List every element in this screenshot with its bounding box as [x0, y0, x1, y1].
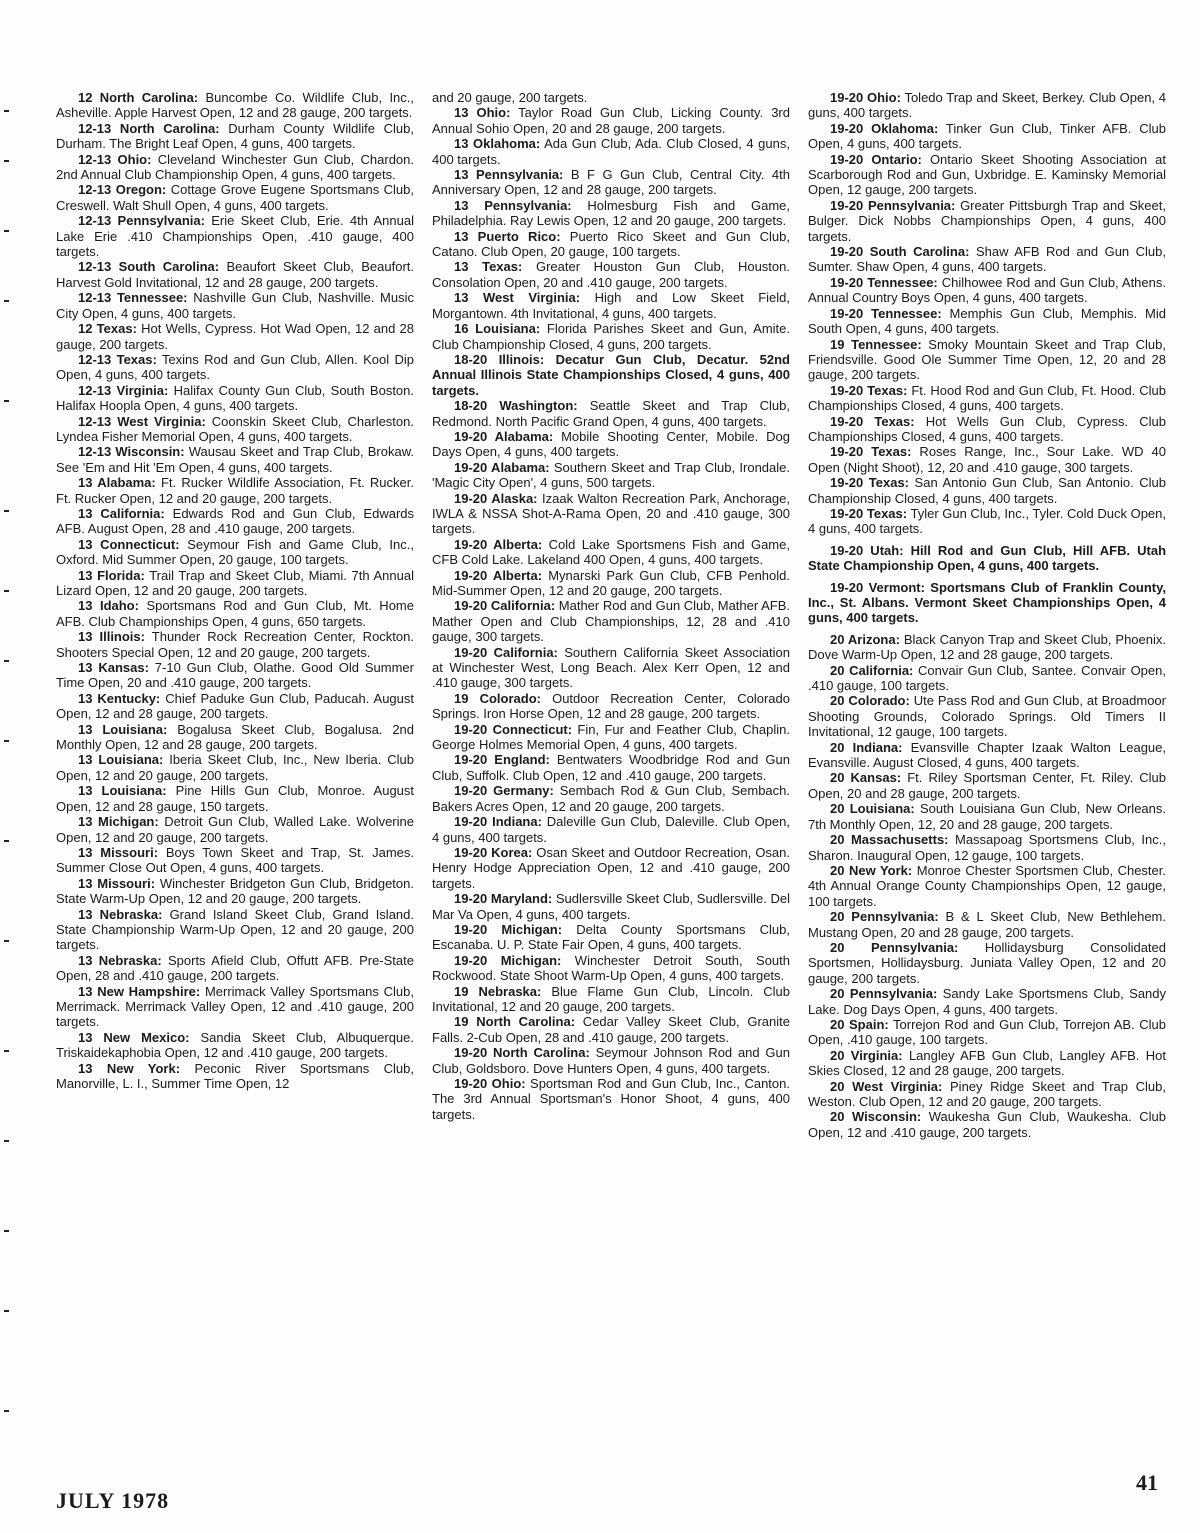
- event-entry: [56, 506, 414, 537]
- event-date-location: 19-20 Texas:: [830, 413, 915, 429]
- event-entry: [56, 660, 414, 691]
- event-details: Tyler Gun Club, Inc., Tyler. Cold Duck Open, 4 guns, 400 targets.: [808, 505, 1166, 537]
- event-date-location: 20 Indiana:: [830, 739, 903, 755]
- event-date-location: 13 Missouri:: [78, 844, 159, 860]
- event-details: Ada Gun Club, Ada. Club Closed, 4 guns, 400 targets.: [432, 136, 790, 167]
- margin-mark: [4, 1230, 9, 1232]
- event-entry: [56, 783, 414, 814]
- event-details: Wausau Skeet and Trap Club, Brokaw. See 'Em and Hit 'Em Open, 4 guns, 400 targets.: [56, 444, 414, 475]
- event-details: Evansville Chapter Izaak Walton League, Evansville. August Closed, 4 guns, 400 targets.: [808, 739, 1166, 771]
- event-date-location: 19-20 Texas:: [830, 475, 910, 491]
- event-date-location: 19-20 Oklahoma:: [830, 120, 939, 136]
- event-entry: [432, 752, 790, 783]
- event-date-location: 19-20 Pennsylvania:: [830, 197, 956, 213]
- margin-mark: [4, 230, 9, 232]
- event-details: Mobile Shooting Center, Mobile. Dog Days Open, 4 guns, 400 targets.: [432, 428, 790, 460]
- event-entry: [432, 321, 790, 352]
- event-date-location: 20 Virginia:: [830, 1047, 903, 1063]
- event-details: Beaufort Skeet Club, Beaufort. Harvest Gold Invitational, 12 and 28 gauge, 200 targets.: [56, 259, 414, 290]
- event-details: Piney Ridge Skeet and Trap Club, Weston. Club Open, 12 and 20 gauge, 200 targets.: [808, 1078, 1166, 1109]
- event-entry: [56, 152, 414, 183]
- event-entry: [808, 693, 1166, 739]
- event-details: Sports Afield Club, Offutt AFB. Pre-State Open, 28 and .410 gauge, 200 targets.: [56, 952, 414, 984]
- event-date-location: 13 Alabama:: [78, 475, 156, 491]
- event-date-location: 19-20 North Carolina:: [454, 1045, 590, 1061]
- event-details: Torrejon Rod and Gun Club, Torrejon AB. Club Open, .410 gauge, 100 targets.: [808, 1016, 1166, 1048]
- event-details: Black Canyon Trap and Skeet Club, Phoenix. Dove Warm-Up Open, 12 and 28 gauge, 200 targets.: [808, 631, 1166, 663]
- margin-mark: [4, 110, 9, 112]
- event-entry: [808, 383, 1166, 414]
- event-entry: [432, 598, 790, 644]
- event-date-location: 13 Louisiana:: [78, 721, 168, 737]
- event-entry: [432, 429, 790, 460]
- event-entry: [432, 845, 790, 891]
- event-entry: [56, 383, 414, 414]
- event-details: B F G Gun Club, Central City. 4th Anniversary Open, 12 and 28 gauge, 200 targets.: [432, 167, 790, 198]
- event-date-location: 19-20 Tennessee:: [830, 274, 938, 290]
- event-date-location: 13 Texas:: [454, 259, 523, 275]
- event-entry: [56, 752, 414, 783]
- event-entry: [432, 722, 790, 753]
- event-date-location: 12-13 South Carolina:: [78, 259, 220, 275]
- event-date-location: 19-20 Ontario:: [830, 151, 922, 167]
- event-date-location: 20 Massachusetts:: [830, 832, 949, 848]
- event-date-location: 19 Colorado:: [454, 690, 541, 706]
- event-details: Cleveland Winchester Gun Club, Chardon. 2nd Annual Club Championship Open, 4 guns, 400 targets.: [56, 151, 414, 183]
- event-details: Peconic River Sportsmans Club, Manorville, L. I., Summer Time Open, 12: [56, 1060, 414, 1091]
- event-details: Hill Rod and Gun Club, Hill AFB. Utah State Championship Open, 4 guns, 400 targets.: [808, 542, 1166, 574]
- event-date-location: 19 North Carolina:: [454, 1014, 576, 1030]
- event-entry: [56, 290, 414, 321]
- event-entry: [432, 259, 790, 290]
- event-details: Seattle Skeet and Trap Club, Redmond. North Pacific Grand Open, 4 guns, 400 targets.: [432, 398, 790, 429]
- event-date-location: 12-13 Ohio:: [78, 151, 152, 167]
- event-date-location: 20 Arizona:: [830, 631, 900, 647]
- event-details: South Louisiana Gun Club, New Orleans. 7th Monthly Open, 12, 20 and 28 gauge, 200 targets.: [808, 801, 1166, 832]
- margin-mark: [4, 160, 9, 162]
- event-details: Shaw AFB Rod and Gun Club, Sumter. Shaw Open, 4 guns, 400 targets.: [808, 244, 1166, 275]
- event-details: Seymour Johnson Rod and Gun Club, Goldsboro. Dove Hunters Open, 4 guns, 400 targets.: [432, 1045, 790, 1076]
- event-date-location: 18-20 Illinois:: [454, 351, 545, 367]
- event-details: Ontario Skeet Shooting Association at Scarborough Rod and Gun, Uxbridge. E. Kaminsky Memorial Open, 12 gauge, 200 targets.: [808, 151, 1166, 198]
- event-details: Outdoor Recreation Center, Colorado Springs. Iron Horse Open, 12 and 28 gauge, 200 targets.: [432, 690, 790, 722]
- event-details: Nashville Gun Club, Nashville. Music City Open, 4 guns, 400 targets.: [56, 290, 414, 321]
- event-entry: [56, 876, 414, 907]
- event-details: Massapoag Sportsmens Club, Inc., Sharon. Inaugural Open, 12 gauge, 100 targets.: [808, 832, 1166, 863]
- event-details: Tinker Gun Club, Tinker AFB. Club Open, 4 guns, 400 targets.: [808, 120, 1166, 152]
- event-details: Blue Flame Gun Club, Lincoln. Club Invitational, 12 and 20 gauge, 200 targets.: [432, 983, 790, 1014]
- event-entry: [56, 691, 414, 722]
- event-date-location: 20 California:: [830, 662, 914, 678]
- margin-binding-marks: [0, 100, 14, 1450]
- event-entry: [808, 832, 1166, 863]
- event-details: Boys Town Skeet and Trap, St. James. Summer Close Out Open, 4 guns, 400 targets.: [56, 844, 414, 876]
- event-date-location: 19-20 Tennessee:: [830, 305, 942, 321]
- event-details: Merrimack Valley Sportsmans Club, Merrimack. Merrimack Valley Open, 12 and .410 gauge, 200 targets.: [56, 983, 414, 1030]
- event-details: Pine Hills Gun Club, Monroe. August Open, 12 and 28 gauge, 150 targets.: [56, 783, 414, 814]
- event-date-location: 20 Spain:: [830, 1016, 889, 1032]
- event-date-location: 13 New York:: [78, 1060, 181, 1076]
- event-entry: [56, 537, 414, 568]
- event-date-location: 19-20 Alabama:: [454, 459, 550, 475]
- event-date-location: 19-20 California:: [454, 644, 558, 660]
- event-date-location: 13 Pennsylvania:: [454, 167, 564, 183]
- event-entry: [56, 321, 414, 352]
- event-date-location: 19-20 Maryland:: [454, 891, 553, 907]
- event-entry: [56, 475, 414, 506]
- event-entry: [808, 1109, 1166, 1140]
- event-entry: [432, 167, 790, 198]
- event-entry: [432, 783, 790, 814]
- event-details: Ft. Rucker Wildlife Association, Ft. Rucker. Ft. Rucker Open, 12 and 20 gauge, 200 targets.: [56, 475, 414, 506]
- event-details: Trail Trap and Skeet Club, Miami. 7th Annual Lizard Open, 12 and 20 gauge, 200 targets.: [56, 567, 414, 598]
- event-date-location: 13 Louisiana:: [78, 752, 164, 768]
- event-entry: [808, 337, 1166, 383]
- event-entry: [432, 198, 790, 229]
- event-details: Langley AFB Gun Club, Langley AFB. Hot Skies Closed, 12 and 28 gauge, 200 targets.: [808, 1047, 1166, 1079]
- event-entry: [432, 460, 790, 491]
- event-details: Chilhowee Rod and Gun Club, Athens. Annual Country Boys Open, 4 guns, 400 targets.: [808, 274, 1166, 306]
- margin-mark: [4, 740, 9, 742]
- event-details: Taylor Road Gun Club, Licking County. 3rd Annual Sohio Open, 20 and 28 gauge, 200 targets.: [432, 105, 790, 136]
- event-entry: [808, 306, 1166, 337]
- event-date-location: 12-13 Oregon:: [78, 182, 167, 198]
- event-details: Coonskin Skeet Club, Charleston. Lyndea Fisher Memorial Open, 4 guns, 400 targets.: [56, 413, 414, 444]
- event-entry: [432, 537, 790, 568]
- margin-mark: [4, 1050, 9, 1052]
- column-1: [56, 90, 414, 1470]
- event-entry: [432, 891, 790, 922]
- event-details: Memphis Gun Club, Memphis. Mid South Open, 4 guns, 400 targets.: [808, 305, 1166, 337]
- event-date-location: 13 Oklahoma:: [454, 136, 541, 152]
- event-date-location: 19-20 Michigan:: [454, 952, 562, 968]
- event-date-location: 12-13 West Virginia:: [78, 413, 206, 429]
- event-entry: [56, 259, 414, 290]
- event-entry: [808, 1048, 1166, 1079]
- event-date-location: 13 Idaho:: [78, 598, 139, 614]
- event-date-location: 13 Kentucky:: [78, 690, 161, 706]
- event-entry: [432, 352, 790, 398]
- event-entry: [808, 940, 1166, 986]
- event-details: Erie Skeet Club, Erie. 4th Annual Lake Erie .410 Championships Open, .410 gauge, 400 targets.: [56, 213, 414, 260]
- event-entry: [432, 136, 790, 167]
- margin-mark: [4, 400, 9, 402]
- event-entry: [808, 543, 1166, 574]
- event-details: Bentwaters Woodbridge Rod and Gun Club, Suffolk. Club Open, 12 and .410 gauge, 200 targets.: [432, 752, 790, 783]
- event-date-location: 19 Nebraska:: [454, 983, 542, 999]
- event-details: Halifax County Gun Club, South Boston. Halifax Hoopla Open, 4 guns, 400 targets.: [56, 382, 414, 414]
- event-details: Sportsmans Club of Franklin County, Inc., St. Albans. Vermont Skeet Championships Open, 4 guns, 400 targets.: [808, 579, 1166, 626]
- event-details: Iberia Skeet Club, Inc., New Iberia. Club Open, 12 and 20 gauge, 200 targets.: [56, 752, 414, 783]
- event-entry: [808, 632, 1166, 663]
- event-details: Winchester Bridgeton Gun Club, Bridgeton. State Warm-Up Open, 12 and 20 gauge, 200 targets.: [56, 875, 414, 907]
- event-entry: [808, 909, 1166, 940]
- event-entry: [432, 290, 790, 321]
- event-date-location: 19-20 South Carolina:: [830, 244, 970, 260]
- event-date-location: 13 Nebraska:: [78, 952, 162, 968]
- event-details: Winchester Detroit South, South Rockwood. State Shoot Warm-Up Open, 4 guns, 400 targets.: [432, 952, 790, 984]
- event-date-location: 13 Pennsylvania:: [454, 197, 572, 213]
- event-details: Izaak Walton Recreation Park, Anchorage, IWLA & NSSA Shot-A-Rama Open, 20 and .410 gauge, 300 targets.: [432, 490, 790, 537]
- event-details: Waukesha Gun Club, Waukesha. Club Open, 12 and .410 gauge, 200 targets.: [808, 1109, 1166, 1140]
- event-date-location: 19-20 Vermont:: [830, 579, 925, 595]
- event-entry: [432, 814, 790, 845]
- event-entry: [432, 645, 790, 691]
- event-date-location: 12-13 Tennessee:: [78, 290, 188, 306]
- event-date-location: 12-13 Wisconsin:: [78, 444, 185, 460]
- event-details: Hot Wells Gun Club, Cypress. Club Championships Closed, 4 guns, 400 targets.: [808, 413, 1166, 444]
- event-date-location: 13 New Hampshire:: [78, 983, 201, 999]
- event-entry: [808, 663, 1166, 694]
- event-details: Convair Gun Club, Santee. Convair Open, .410 gauge, 100 targets.: [808, 662, 1166, 694]
- event-entry: [56, 1061, 414, 1092]
- event-date-location: 19-20 Alberta:: [454, 567, 543, 583]
- event-details: and 20 gauge, 200 targets.: [432, 90, 588, 105]
- event-entry: [808, 414, 1166, 445]
- event-details: Smoky Mountain Skeet and Trap Club, Friendsville. Good Ole Summer Time Open, 12, 20 and 28 gauge, 200 targets.: [808, 336, 1166, 383]
- event-details: Mather Rod and Gun Club, Mather AFB. Mather Open and Club Championships, 12, 28 and .410 gauge, 300 targets.: [432, 598, 790, 645]
- margin-mark: [4, 300, 9, 302]
- margin-mark: [4, 840, 9, 842]
- event-date-location: 19-20 Texas:: [830, 444, 912, 460]
- event-date-location: 18-20 Washington:: [454, 398, 578, 414]
- page-number: 41: [1136, 1470, 1158, 1495]
- event-entry: [56, 629, 414, 660]
- event-date-location: 19-20 Alaska:: [454, 490, 538, 506]
- event-listings: [56, 90, 1168, 1470]
- event-details: Osan Skeet and Outdoor Recreation, Osan. Henry Hodge Appreciation Open, 12 and .410 gauge, 200 targets.: [432, 844, 790, 891]
- event-entry: [56, 845, 414, 876]
- event-entry: [56, 984, 414, 1030]
- event-date-location: 19-20 Ohio:: [830, 90, 901, 105]
- event-details: Edwards Rod and Gun Club, Edwards AFB. August Open, 28 and .410 gauge, 200 targets.: [56, 505, 414, 537]
- event-entry: [56, 568, 414, 599]
- event-entry: [808, 801, 1166, 832]
- event-details: Greater Houston Gun Club, Houston. Consolation Open, 20 and .410 gauge, 200 targets.: [432, 259, 790, 290]
- event-entry: [432, 90, 790, 105]
- event-entry: [808, 580, 1166, 626]
- event-details: Delta County Sportsmans Club, Escanaba. U. P. State Fair Open, 4 guns, 400 targets.: [432, 921, 790, 953]
- margin-mark: [4, 510, 9, 512]
- event-date-location: 12-13 Pennsylvania:: [78, 213, 205, 229]
- event-details: Grand Island Skeet Club, Grand Island. State Championship Warm-Up Open, 12 and 20 gauge, 200 targets.: [56, 906, 414, 953]
- event-entry: [808, 152, 1166, 198]
- event-entry: [808, 90, 1166, 121]
- event-details: Seymour Fish and Game Club, Inc., Oxford. Mid Summer Open, 20 gauge, 100 targets.: [56, 536, 414, 568]
- event-date-location: 19-20 Utah:: [830, 542, 904, 558]
- event-entry: [432, 1014, 790, 1045]
- event-date-location: 16 Louisiana:: [454, 321, 541, 337]
- event-date-location: 13 Puerto Rico:: [454, 228, 561, 244]
- event-details: Bogalusa Skeet Club, Bogalusa. 2nd Monthly Open, 12 and 28 gauge, 200 targets.: [56, 721, 414, 753]
- event-date-location: 20 West Virginia:: [830, 1078, 943, 1094]
- event-date-location: 19-20 Texas:: [830, 505, 908, 521]
- event-date-location: 13 California:: [78, 505, 165, 521]
- event-entry: [56, 213, 414, 259]
- event-date-location: 19-20 England:: [454, 752, 550, 768]
- event-entry: [56, 414, 414, 445]
- margin-mark: [4, 1410, 9, 1412]
- event-date-location: 19-20 Alabama:: [454, 428, 554, 444]
- event-entry: [56, 121, 414, 152]
- event-details: Daleville Gun Club, Daleville. Club Open, 4 guns, 400 targets.: [432, 814, 790, 845]
- event-details: Texins Rod and Gun Club, Allen. Kool Dip Open, 4 guns, 400 targets.: [56, 351, 414, 383]
- event-date-location: 19-20 Texas:: [830, 382, 908, 398]
- event-date-location: 13 New Mexico:: [78, 1029, 190, 1045]
- event-details: Toledo Trap and Skeet, Berkey. Club Open, 4 guns, 400 targets.: [808, 90, 1166, 121]
- event-date-location: 12 North Carolina:: [78, 90, 199, 105]
- event-date-location: 19 Tennessee:: [830, 336, 922, 352]
- event-entry: [432, 691, 790, 722]
- event-details: Florida Parishes Skeet and Gun, Amite. Club Championship Closed, 4 guns, 200 targets.: [432, 321, 790, 352]
- event-date-location: 20 Pennsylvania:: [830, 909, 939, 925]
- event-details: Detroit Gun Club, Walled Lake. Wolverine Open, 12 and 20 gauge, 200 targets.: [56, 814, 414, 845]
- margin-mark: [4, 660, 9, 662]
- column-2: [432, 90, 790, 1470]
- event-date-location: 13 Florida:: [78, 567, 145, 583]
- event-entry: [808, 1079, 1166, 1110]
- event-entry: [808, 444, 1166, 475]
- margin-mark: [4, 1310, 9, 1312]
- event-date-location: 13 West Virginia:: [454, 290, 581, 306]
- event-entry: [432, 105, 790, 136]
- event-details: Southern California Skeet Association at Winchester West, Long Beach. Alex Kerr Open, 12 and .410 gauge, 300 targets.: [432, 644, 790, 691]
- event-entry: [808, 198, 1166, 244]
- event-details: Thunder Rock Recreation Center, Rockton. Shooters Special Open, 12 and 20 gauge, 200 targets.: [56, 629, 414, 660]
- event-details: San Antonio Gun Club, San Antonio. Club Championship Closed, 4 guns, 400 targets.: [808, 475, 1166, 506]
- event-details: Southern Skeet and Trap Club, Irondale. 'Magic City Open', 4 guns, 500 targets.: [432, 459, 790, 491]
- event-date-location: 20 Louisiana:: [830, 801, 915, 817]
- event-entry: [808, 275, 1166, 306]
- event-details: Mynarski Park Gun Club, CFB Penhold. Mid-Summer Open, 12 and 20 gauge, 200 targets.: [432, 567, 790, 598]
- event-details: Roses Range, Inc., Sour Lake. WD 40 Open (Night Shoot), 12, 20 and .410 gauge, 300 targets.: [808, 444, 1166, 475]
- event-date-location: 19-20 California:: [454, 598, 556, 614]
- event-details: Sandy Lake Sportsmens Club, Sandy Lake. Dog Days Open, 4 guns, 400 targets.: [808, 986, 1166, 1017]
- event-entry: [808, 986, 1166, 1017]
- event-details: Ft. Riley Sportsman Center, Ft. Riley. Club Open, 20 and 28 gauge, 200 targets.: [808, 770, 1166, 801]
- event-entry: [808, 1017, 1166, 1048]
- event-date-location: 19-20 Connecticut:: [454, 721, 573, 737]
- event-date-location: 13 Louisiana:: [78, 783, 167, 799]
- column-3: [808, 90, 1166, 1470]
- event-date-location: 12-13 Texas:: [78, 351, 157, 367]
- event-details: Ute Pass Rod and Gun Club, at Broadmoor Shooting Grounds, Colorado Springs. Old Timers II Invitational, 12 gauge, 100 targets.: [808, 693, 1166, 740]
- event-details: Cold Lake Sportsmens Fish and Game, CFB Cold Lake. Lakeland 400 Open, 4 guns, 400 targets.: [432, 536, 790, 568]
- event-date-location: 19-20 Indiana:: [454, 814, 542, 830]
- event-entry: [56, 444, 414, 475]
- event-date-location: 13 Connecticut:: [78, 536, 180, 552]
- event-entry: [808, 121, 1166, 152]
- event-details: Decatur Gun Club, Decatur. 52nd Annual Illinois State Championships Closed, 4 guns, 400 targets.: [432, 351, 790, 398]
- event-entry: [56, 90, 414, 121]
- event-date-location: 13 Nebraska:: [78, 906, 163, 922]
- event-details: 7-10 Gun Club, Olathe. Good Old Summer Time Open, 20 and .410 gauge, 200 targets.: [56, 660, 414, 691]
- event-entry: [56, 814, 414, 845]
- event-entry: [432, 1045, 790, 1076]
- event-entry: [432, 922, 790, 953]
- event-entry: [56, 722, 414, 753]
- event-details: Sportsmans Rod and Gun Club, Mt. Home AFB. Club Championships Open, 4 guns, 650 targets.: [56, 598, 414, 629]
- event-details: Holmesburg Fish and Game, Philadelphia. Ray Lewis Open, 12 and 20 gauge, 200 targets.: [432, 197, 790, 229]
- event-date-location: 13 Illinois:: [78, 629, 145, 645]
- event-entry: [432, 229, 790, 260]
- event-date-location: 12-13 Virginia:: [78, 382, 169, 398]
- margin-mark: [4, 1140, 9, 1142]
- event-details: Chief Paduke Gun Club, Paducah. August Open, 12 and 28 gauge, 200 targets.: [56, 690, 414, 722]
- event-date-location: 19-20 Korea:: [454, 844, 533, 860]
- event-details: Buncombe Co. Wildlife Club, Inc., Asheville. Apple Harvest Open, 12 and 28 gauge, 200 targets.: [56, 90, 414, 121]
- event-date-location: 13 Michigan:: [78, 814, 159, 830]
- event-entry: [432, 984, 790, 1015]
- event-details: Durham County Wildlife Club, Durham. The Bright Leaf Open, 4 guns, 400 targets.: [56, 120, 414, 152]
- event-date-location: 13 Missouri:: [78, 875, 156, 891]
- event-date-location: 20 Kansas:: [830, 770, 902, 786]
- event-date-location: 20 Colorado:: [830, 693, 910, 709]
- event-date-location: 20 Wisconsin:: [830, 1109, 922, 1125]
- event-date-location: 19-20 Ohio:: [454, 1076, 526, 1091]
- event-entry: [432, 491, 790, 537]
- event-date-location: 12 Texas:: [78, 321, 137, 337]
- event-details: Hot Wells, Cypress. Hot Wad Open, 12 and 28 gauge, 200 targets.: [56, 321, 414, 352]
- event-date-location: 13 Kansas:: [78, 660, 149, 676]
- event-entry: [808, 506, 1166, 537]
- event-details: Puerto Rico Skeet and Gun Club, Catano. Club Open, 20 gauge, 100 targets.: [432, 228, 790, 260]
- event-entry: [808, 475, 1166, 506]
- event-entry: [432, 953, 790, 984]
- event-details: Sudlersville Skeet Club, Sudlersville. Del Mar Va Open, 4 guns, 400 targets.: [432, 891, 790, 922]
- event-details: Sandia Skeet Club, Albuquerque. Triskaidekaphobia Open, 12 and .410 gauge, 200 targets.: [56, 1029, 414, 1061]
- event-entry: [808, 770, 1166, 801]
- event-details: Greater Pittsburgh Trap and Skeet, Bulger. Dick Nobbs Championships Open, 4 guns, 400 targets.: [808, 197, 1166, 244]
- event-details: Fin, Fur and Feather Club, Chaplin. George Holmes Memorial Open, 4 guns, 400 targets.: [432, 721, 790, 753]
- event-details: High and Low Skeet Field, Morgantown. 4th Invitational, 4 guns, 400 targets.: [432, 290, 790, 321]
- event-date-location: 20 Pennsylvania:: [830, 939, 959, 955]
- margin-mark: [4, 590, 9, 592]
- event-entry: [808, 863, 1166, 909]
- event-details: Cedar Valley Skeet Club, Granite Falls. 2-Cub Open, 28 and .410 gauge, 200 targets.: [432, 1014, 790, 1045]
- event-entry: [808, 244, 1166, 275]
- event-details: Sportsman Rod and Gun Club, Inc., Canton. The 3rd Annual Sportsman's Honor Shoot, 4 guns, 400 targets.: [432, 1076, 790, 1122]
- margin-mark: [4, 940, 9, 942]
- event-date-location: 19-20 Germany:: [454, 783, 554, 799]
- issue-date: JULY 1978: [56, 1488, 170, 1513]
- event-details: Ft. Hood Rod and Gun Club, Ft. Hood. Club Championships Closed, 4 guns, 400 targets.: [808, 382, 1166, 414]
- event-date-location: 20 Pennsylvania:: [830, 986, 938, 1002]
- event-entry: [432, 568, 790, 599]
- event-date-location: 12-13 North Carolina:: [78, 120, 220, 136]
- event-entry: [56, 352, 414, 383]
- event-details: B & L Skeet Club, New Bethlehem. Mustang Open, 20 and 28 gauge, 200 targets.: [808, 909, 1166, 940]
- event-entry: [56, 182, 414, 213]
- event-entry: [56, 953, 414, 984]
- event-entry: [432, 398, 790, 429]
- event-entry: [56, 598, 414, 629]
- event-entry: [432, 1076, 790, 1122]
- event-date-location: 13 Ohio:: [454, 105, 511, 121]
- event-date-location: 19-20 Alberta:: [454, 536, 543, 552]
- event-date-location: 20 New York:: [830, 862, 913, 878]
- event-entry: [56, 1030, 414, 1061]
- event-details: Sembach Rod & Gun Club, Sembach. Bakers Acres Open, 12 and 20 gauge, 200 targets.: [432, 783, 790, 814]
- event-entry: [808, 740, 1166, 771]
- event-details: Hollidaysburg Consolidated Sportsmen, Hollidaysburg. Juniata Valley Open, 12 and 20 gauge, 200 targets.: [808, 939, 1166, 986]
- event-details: Cottage Grove Eugene Sportsmans Club, Creswell. Walt Shull Open, 4 guns, 400 targets.: [56, 182, 414, 213]
- event-entry: [56, 907, 414, 953]
- event-date-location: 19-20 Michigan:: [454, 921, 563, 937]
- event-details: Monroe Chester Sportsmen Club, Chester. 4th Annual Orange County Championships Open, 12 gauge, 100 targets.: [808, 862, 1166, 909]
